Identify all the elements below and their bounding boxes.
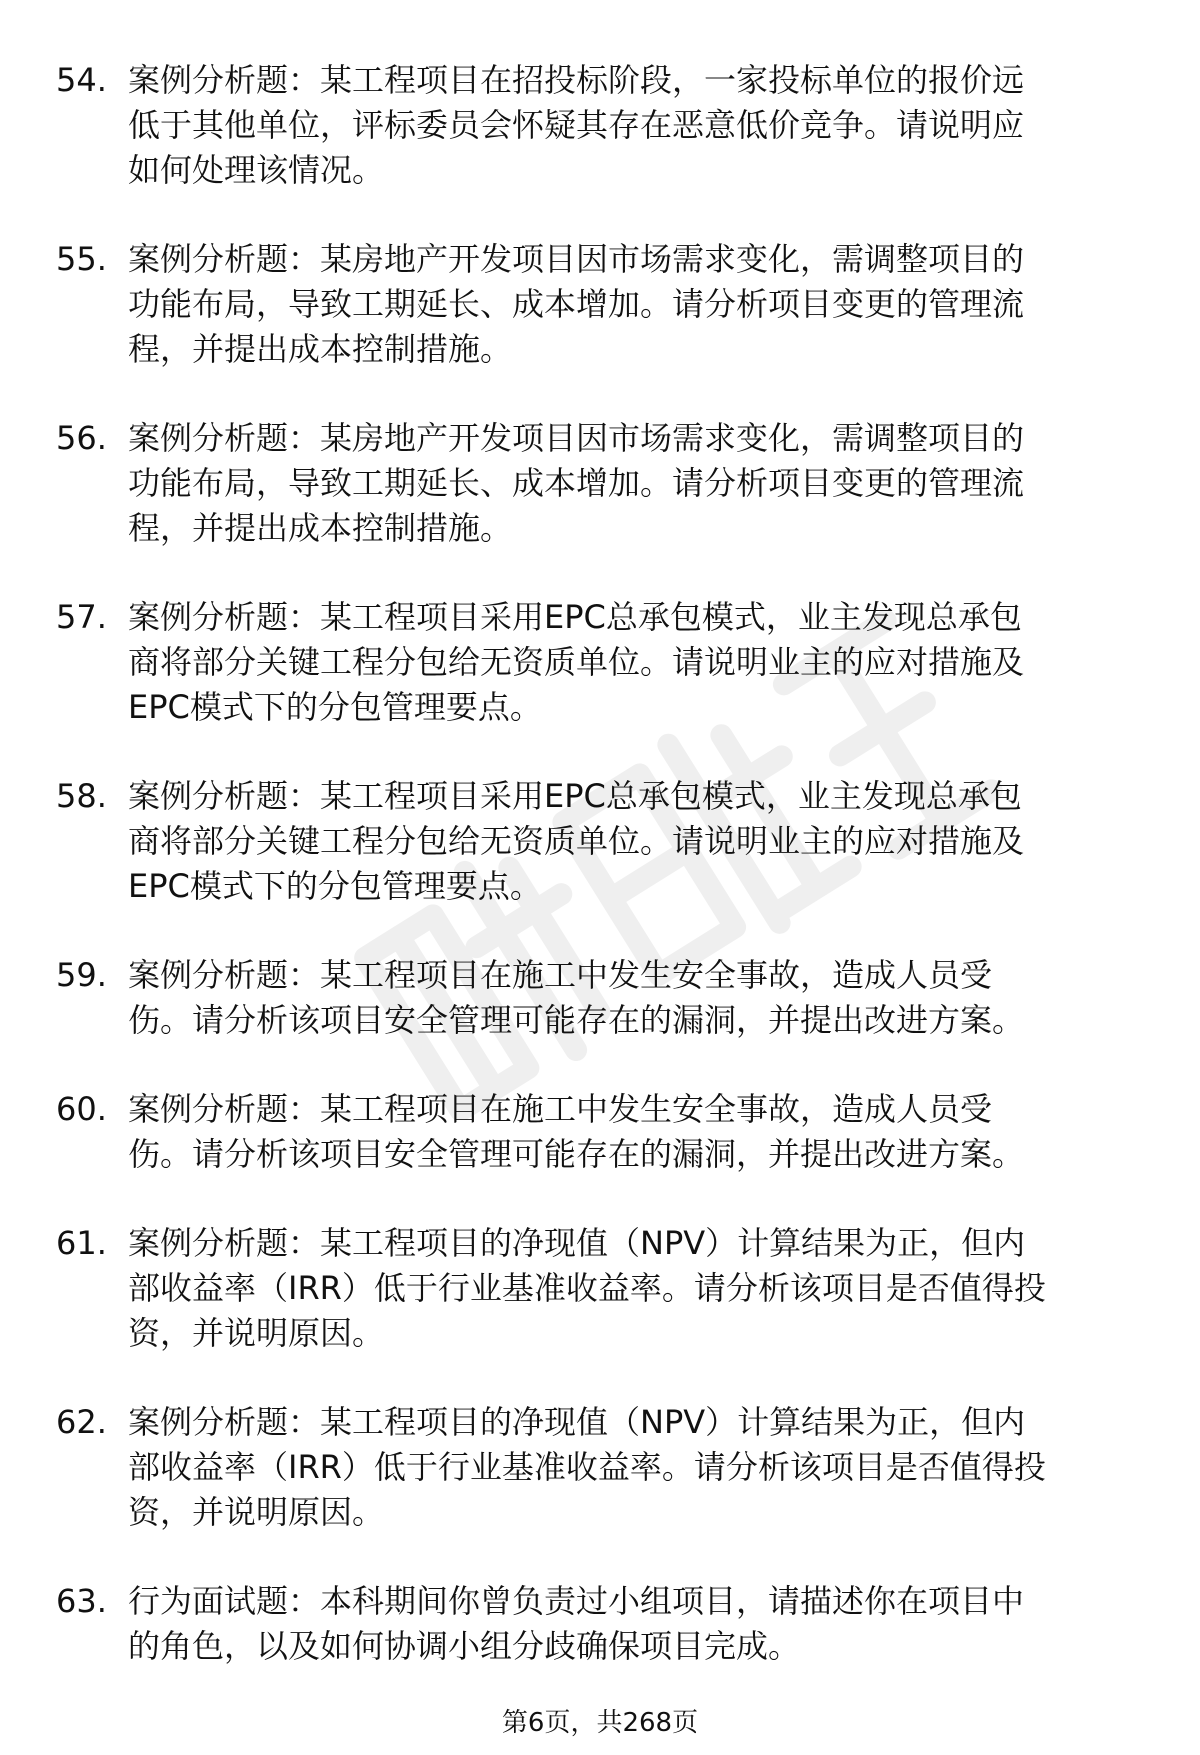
question-text: [128, 595, 1148, 730]
question-text: [128, 416, 1148, 551]
question-line: 低于其他单位，评标委员会怀疑其存在恶意低价竞争。请说明应: [128, 106, 1025, 144]
question-line: 案例分析题：某工程项目采用EPC总承包模式，业主发现总承包: [128, 598, 1022, 636]
question-line: 案例分析题：某工程项目在招投标阶段，一家投标单位的报价远: [128, 61, 1025, 99]
question-line: 行为面试题：本科期间你曾负责过小组项目，请描述你在项目中: [128, 1582, 1025, 1620]
question-63: [56, 1579, 1156, 1669]
question-57: [56, 595, 1156, 730]
question-line: 资，并说明原因。: [128, 1493, 385, 1531]
question-line: 案例分析题：某工程项目采用EPC总承包模式，业主发现总承包: [128, 777, 1022, 815]
question-59: [56, 953, 1156, 1043]
question-line: EPC模式下的分包管理要点。: [128, 688, 542, 726]
question-number: 62.: [56, 1403, 107, 1441]
question-line: 功能布局，导致工期延长、成本增加。请分析项目变更的管理流: [128, 464, 1025, 502]
question-line: 的角色，以及如何协调小组分歧确保项目完成。: [128, 1627, 801, 1665]
page-number-label: 第6页，共268页: [501, 1708, 699, 1738]
question-number: 59.: [56, 956, 107, 994]
question-line: EPC模式下的分包管理要点。: [128, 867, 542, 905]
question-line: 商将部分关键工程分包给无资质单位。请说明业主的应对措施及: [128, 822, 1025, 860]
question-text: [128, 1087, 1148, 1177]
question-line: 案例分析题：某工程项目在施工中发生安全事故，造成人员受: [128, 1090, 993, 1128]
question-line: 伤。请分析该项目安全管理可能存在的漏洞，并提出改进方案。: [128, 1135, 1025, 1173]
question-line: 案例分析题：某工程项目的净现值（NPV）计算结果为正，但内: [128, 1403, 1026, 1441]
question-line: 伤。请分析该项目安全管理可能存在的漏洞，并提出改进方案。: [128, 1001, 1025, 1039]
question-number: 61.: [56, 1224, 107, 1262]
question-line: 资，并说明原因。: [128, 1314, 385, 1352]
question-text: [128, 237, 1148, 372]
question-56: [56, 416, 1156, 551]
question-55: [56, 237, 1156, 372]
question-list: [56, 58, 1156, 1713]
question-line: 程，并提出成本控制措施。: [128, 509, 513, 547]
question-line: 部收益率（IRR）低于行业基准收益率。请分析该项目是否值得投: [128, 1269, 1046, 1307]
question-line: 程，并提出成本控制措施。: [128, 330, 513, 368]
question-text: [128, 58, 1148, 193]
question-62: [56, 1400, 1156, 1535]
question-line: 案例分析题：某房地产开发项目因市场需求变化，需调整项目的: [128, 240, 1025, 278]
question-number: 56.: [56, 419, 107, 457]
question-text: [128, 1221, 1148, 1356]
question-text: [128, 1400, 1148, 1535]
question-number: 57.: [56, 598, 107, 636]
page-footer: [0, 1706, 1200, 1740]
question-line: 如何处理该情况。: [128, 151, 385, 189]
question-58: [56, 774, 1156, 909]
question-line: 案例分析题：某房地产开发项目因市场需求变化，需调整项目的: [128, 419, 1025, 457]
question-number: 60.: [56, 1090, 107, 1128]
question-line: 案例分析题：某工程项目在施工中发生安全事故，造成人员受: [128, 956, 993, 994]
question-line: 商将部分关键工程分包给无资质单位。请说明业主的应对措施及: [128, 643, 1025, 681]
question-line: 部收益率（IRR）低于行业基准收益率。请分析该项目是否值得投: [128, 1448, 1046, 1486]
question-61: [56, 1221, 1156, 1356]
question-60: [56, 1087, 1156, 1177]
question-text: [128, 774, 1148, 909]
question-number: 58.: [56, 777, 107, 815]
question-text: [128, 953, 1148, 1043]
question-number: 54.: [56, 61, 107, 99]
question-number: 55.: [56, 240, 107, 278]
question-number: 63.: [56, 1582, 107, 1620]
question-line: 功能布局，导致工期延长、成本增加。请分析项目变更的管理流: [128, 285, 1025, 323]
question-54: [56, 58, 1156, 193]
question-line: 案例分析题：某工程项目的净现值（NPV）计算结果为正，但内: [128, 1224, 1026, 1262]
question-text: [128, 1579, 1148, 1669]
